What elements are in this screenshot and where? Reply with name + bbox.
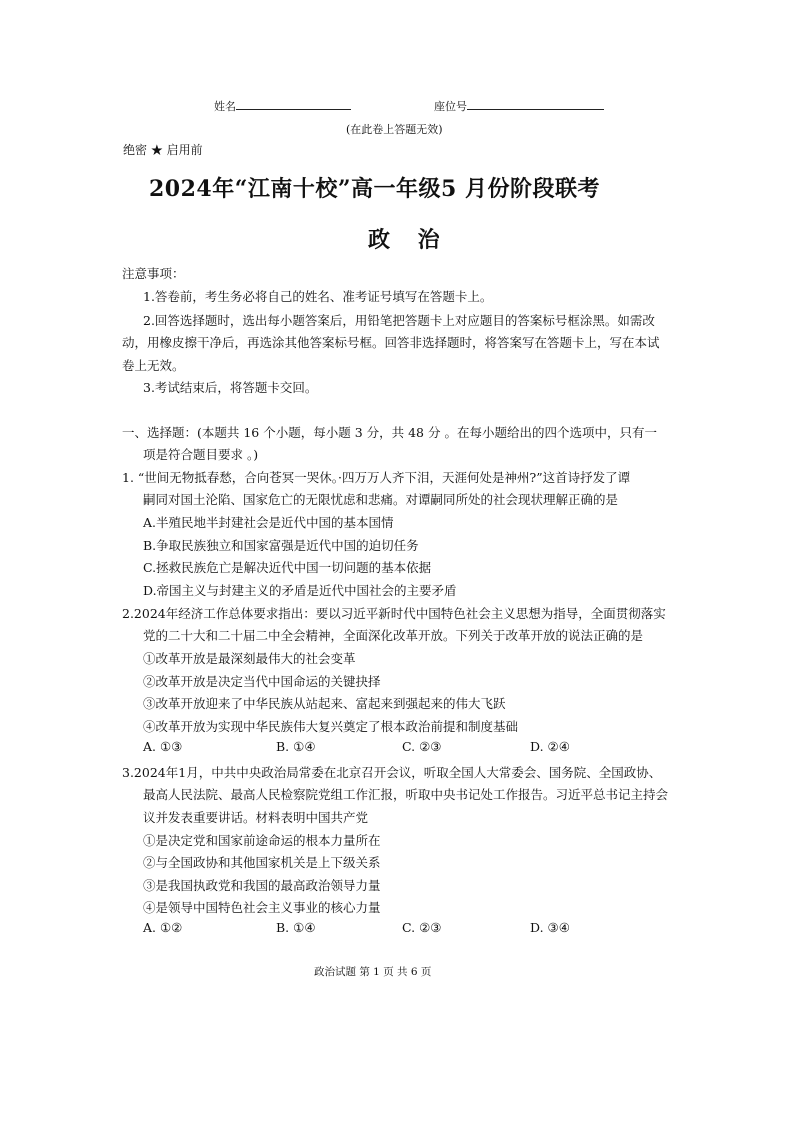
q3-options: [0, 920, 793, 944]
q1-option-a: A.半殖民地半封建社会是近代中国的基本国情: [143, 515, 394, 530]
confidential-label: 绝密 ★ 启用前: [123, 143, 203, 157]
invalid-note: (在此卷上答题无效): [346, 123, 443, 136]
q3-stem-line-3: 议并发表重要讲话。材料表明中国共产党: [143, 810, 369, 825]
q2-stem-line-2: 党的二十大和二十届二中全会精神，全面深化改革开放。下列关于改革开放的说法正确的是: [143, 628, 644, 643]
q3-statement-2: ②与全国政协和其他国家机关是上下级关系: [143, 855, 381, 870]
q1-option-b: B.争取民族独立和国家富强是近代中国的迫切任务: [143, 538, 419, 553]
q3-stem-line-2: 最高人民法院、最高人民检察院党组工作汇报，听取中央书记处工作报告。习近平总书记主持会: [143, 787, 669, 802]
q2-statement-3: ③改革开放迎来了中华民族从站起来、富起来到强起来的伟大飞跃: [143, 696, 506, 711]
note-2-line-2: 动，用橡皮擦干净后，再选涂其他答案标号框。回答非选择题时，将答案写在答题卡上，写在本试: [122, 335, 660, 350]
exam-title: 2024年“江南十校”高一年级5 月份阶段联考: [149, 176, 601, 202]
q2-option-d: D. ②④: [530, 739, 570, 754]
notes-heading: 注意事项：: [122, 266, 185, 281]
q1-stem-line-1: 1. “世间无物抵春愁，合向苍冥一哭休。·四万万人齐下泪，天涯何处是神州?”这首诗抒发了谭: [122, 470, 631, 485]
q3-statement-3: ③是我国执政党和我国的最高政治领导力量: [143, 878, 381, 893]
q2-statement-1: ①改革开放是最深刻最伟大的社会变革: [143, 651, 356, 666]
q3-stem-line-1: 3.2024年1月，中共中央政治局常委在北京召开会议，听取全国人大常委会、国务院、全国政协、: [122, 765, 662, 780]
q3-statement-1: ①是决定党和国家前途命运的根本力量所在: [143, 833, 381, 848]
seat-label: 座位号: [434, 100, 467, 113]
q3-option-a: A. ①②: [143, 920, 183, 935]
q3-option-d: D. ③④: [530, 920, 570, 935]
name-underline: [236, 97, 351, 110]
subject-title: 政 治: [368, 227, 450, 253]
q2-stem-line-1: 2.2024年经济工作总体要求指出：要以习近平新时代中国特色社会主义思想为指导，全面贯彻落实: [122, 606, 666, 621]
q2-statement-2: ②改革开放是决定当代中国命运的关键抉择: [143, 674, 381, 689]
q2-option-a: A. ①③: [143, 739, 183, 754]
section-heading-line-2: 项是符合题目要求 。): [143, 447, 259, 462]
q3-statement-4: ④是领导中国特色社会主义事业的核心力量: [143, 900, 381, 915]
q3-option-c: C. ②③: [402, 920, 442, 935]
q2-statement-4: ④改革开放为实现中华民族伟大复兴奠定了根本政治前提和制度基础: [143, 719, 519, 734]
seat-field: [434, 97, 604, 114]
q2-option-b: B. ①④: [276, 739, 316, 754]
q3-option-b: B. ①④: [276, 920, 316, 935]
note-2-line-1: 2.回答选择题时，选出每小题答案后，用铅笔把答题卡上对应题目的答案标号框涂黑。如需改: [143, 313, 655, 328]
note-3: 3.考试结束后，将答题卡交回。: [143, 380, 318, 395]
q2-option-c: C. ②③: [402, 739, 442, 754]
note-2-line-3: 卷上无效。: [122, 358, 185, 373]
section-heading-line-1: 一、选择题：(本题共 16 个小题，每小题 3 分，共 48 分 。在每小题给出的四个选项中，只有一: [122, 425, 657, 440]
name-label: 姓名: [214, 100, 236, 113]
q1-stem-line-2: 嗣同对国土沦陷、国家危亡的无限忧虑和悲痛。对谭嗣同所处的社会现状理解正确的是: [143, 492, 619, 507]
name-field: [214, 97, 351, 114]
q2-options: [0, 739, 793, 763]
note-1: 1.答卷前，考生务必将自己的姓名、准考证号填写在答题卡上。: [143, 289, 493, 304]
page-footer: 政治试题 第 1 页 共 6 页: [314, 966, 432, 978]
q1-option-d: D.帝国主义与封建主义的矛盾是近代中国社会的主要矛盾: [143, 583, 457, 598]
seat-underline: [467, 97, 604, 110]
q1-option-c: C.拯救民族危亡是解决近代中国一切问题的基本依据: [143, 560, 432, 575]
